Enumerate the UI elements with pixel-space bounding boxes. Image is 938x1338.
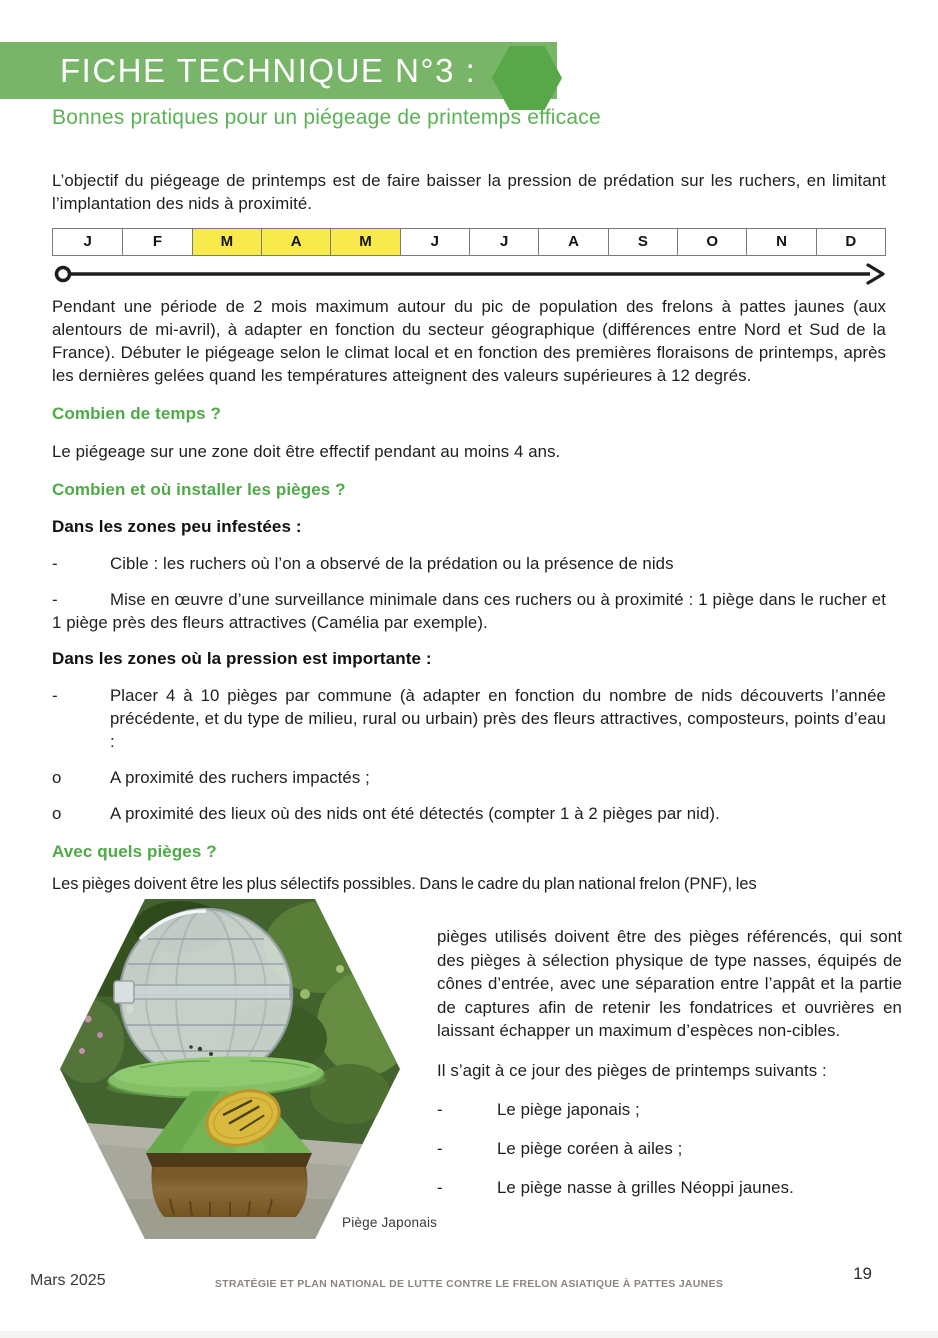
heading-traps: Avec quels pièges ? [52,842,217,861]
page-number: 19 [853,1264,872,1283]
calendar-month-cell-highlighted: M [192,229,261,255]
page-title: FICHE TECHNIQUE N°3 : [60,52,477,89]
list-item [52,552,886,575]
list-item [52,684,886,753]
calendar-month-cell: A [538,229,607,255]
page-footer [0,1262,938,1306]
trap-list-item [437,1176,902,1199]
list-item-text: Le piège nasse à grilles Néoppi jaunes. [497,1177,794,1197]
calendar-month-cell: J [469,229,538,255]
dash-bullet: - [52,590,58,609]
photo-caption: Piège Japonais [342,1215,438,1230]
subheading-low-infestation: Dans les zones peu infestées : [52,517,302,536]
list-item [52,588,886,634]
sub-list-item [52,766,886,789]
page-subtitle: Bonnes pratiques pour un piégeage de printemps efficace [52,106,601,129]
document-body [52,160,902,1239]
calendar-month-cell: J [53,229,122,255]
calendar-month-cell: N [746,229,815,255]
month-calendar [52,228,886,256]
trap-list-item [437,1137,902,1160]
dash-bullet: - [437,1177,443,1197]
trap-list-item [437,1098,902,1121]
dash-bullet: - [52,554,58,573]
japanese-trap-photo [52,899,438,1239]
calendar-month-cell: F [122,229,191,255]
dash-bullet: - [52,686,58,705]
traps-intro-line: Les pièges doivent être les plus sélectifs possibles. Dans le cadre du plan national frelon (PNF), les [52,875,757,893]
traps-right-column [437,899,902,1199]
dash-bullet: - [437,1138,443,1158]
o-bullet: o [52,768,62,787]
period-paragraph: Pendant une période de 2 mois maximum autour du pic de population des frelons à pattes jaunes (aux alentours de mi-avril), à adapter en fonction du secteur géographique (différences entre Nord et Sud de la France). Débuter le piégeage selon le climat local et en fonction des premières floraisons de printemps, après les dernières gelées quand les températures atteignent des valeurs supérieures à 12 degrés. [52,297,886,385]
heading-installation: Combien et où installer les pièges ? [52,480,346,499]
duration-text: Le piégeage sur une zone doit être effectif pendant au moins 4 ans. [52,442,561,461]
calendar-month-cell: O [677,229,746,255]
list-item-text: Placer 4 à 10 pièges par commune (à adapter en fonction du nombre de nids découverts l’année précédente, et du type de milieu, rural ou urbain) près des fleurs attractives, composteurs, points d’eau : [110,686,886,751]
list-item-text: Le piège japonais ; [497,1099,640,1119]
list-item-text: Le piège coréen à ailes ; [497,1138,683,1158]
list-item-text: A proximité des lieux où des nids ont été détectés (compter 1 à 2 pièges par nid). [110,804,720,823]
page-edge-divider [0,1331,938,1338]
figure-row [52,899,902,1239]
traps-description: pièges utilisés doivent être des pièges référencés, qui sont des pièges à sélection physique de type nasses, équipés de cônes d’entrée, avec une séparation entre l’appât et la partie de captures afin de retenir les fondatrices et ouvrières en laissant échapper un maximum d’espèces non-cibles. [437,927,902,1040]
o-bullet: o [52,804,62,823]
subheading-high-pressure: Dans les zones où la pression est importante : [52,649,432,668]
footer-date: Mars 2025 [30,1272,106,1289]
traps-list-intro: Il s’agit à ce jour des pièges de printemps suivants : [437,1060,827,1080]
timeline-arrow-icon [52,262,886,286]
dash-bullet: - [437,1099,443,1119]
header-band [0,42,557,99]
sub-list-item [52,802,886,825]
trap-photo-illustration [60,899,400,1239]
calendar-month-cell-highlighted: A [261,229,330,255]
intro-paragraph: L’objectif du piégeage de printemps est de faire baisser la pression de prédation sur les ruchers, en limitant l’implantation des nids à proximité. [52,171,886,213]
calendar-month-cell-highlighted: M [330,229,399,255]
calendar-month-cell: J [400,229,469,255]
footer-document-title: STRATÉGIE ET PLAN NATIONAL DE LUTTE CONTRE LE FRELON ASIATIQUE À PATTES JAUNES [214,1278,724,1290]
heading-duration: Combien de temps ? [52,404,221,423]
calendar-month-cell: D [816,229,885,255]
calendar-month-cell: S [608,229,677,255]
list-item-text: Cible : les ruchers où l’on a observé de la prédation ou la présence de nids [110,554,674,573]
list-item-text: A proximité des ruchers impactés ; [110,768,370,787]
list-item-text: Mise en œuvre d’une surveillance minimale dans ces ruchers ou à proximité : 1 piège dans le rucher et 1 piège près des fleurs attractives (Camélia par exemple). [52,590,886,632]
